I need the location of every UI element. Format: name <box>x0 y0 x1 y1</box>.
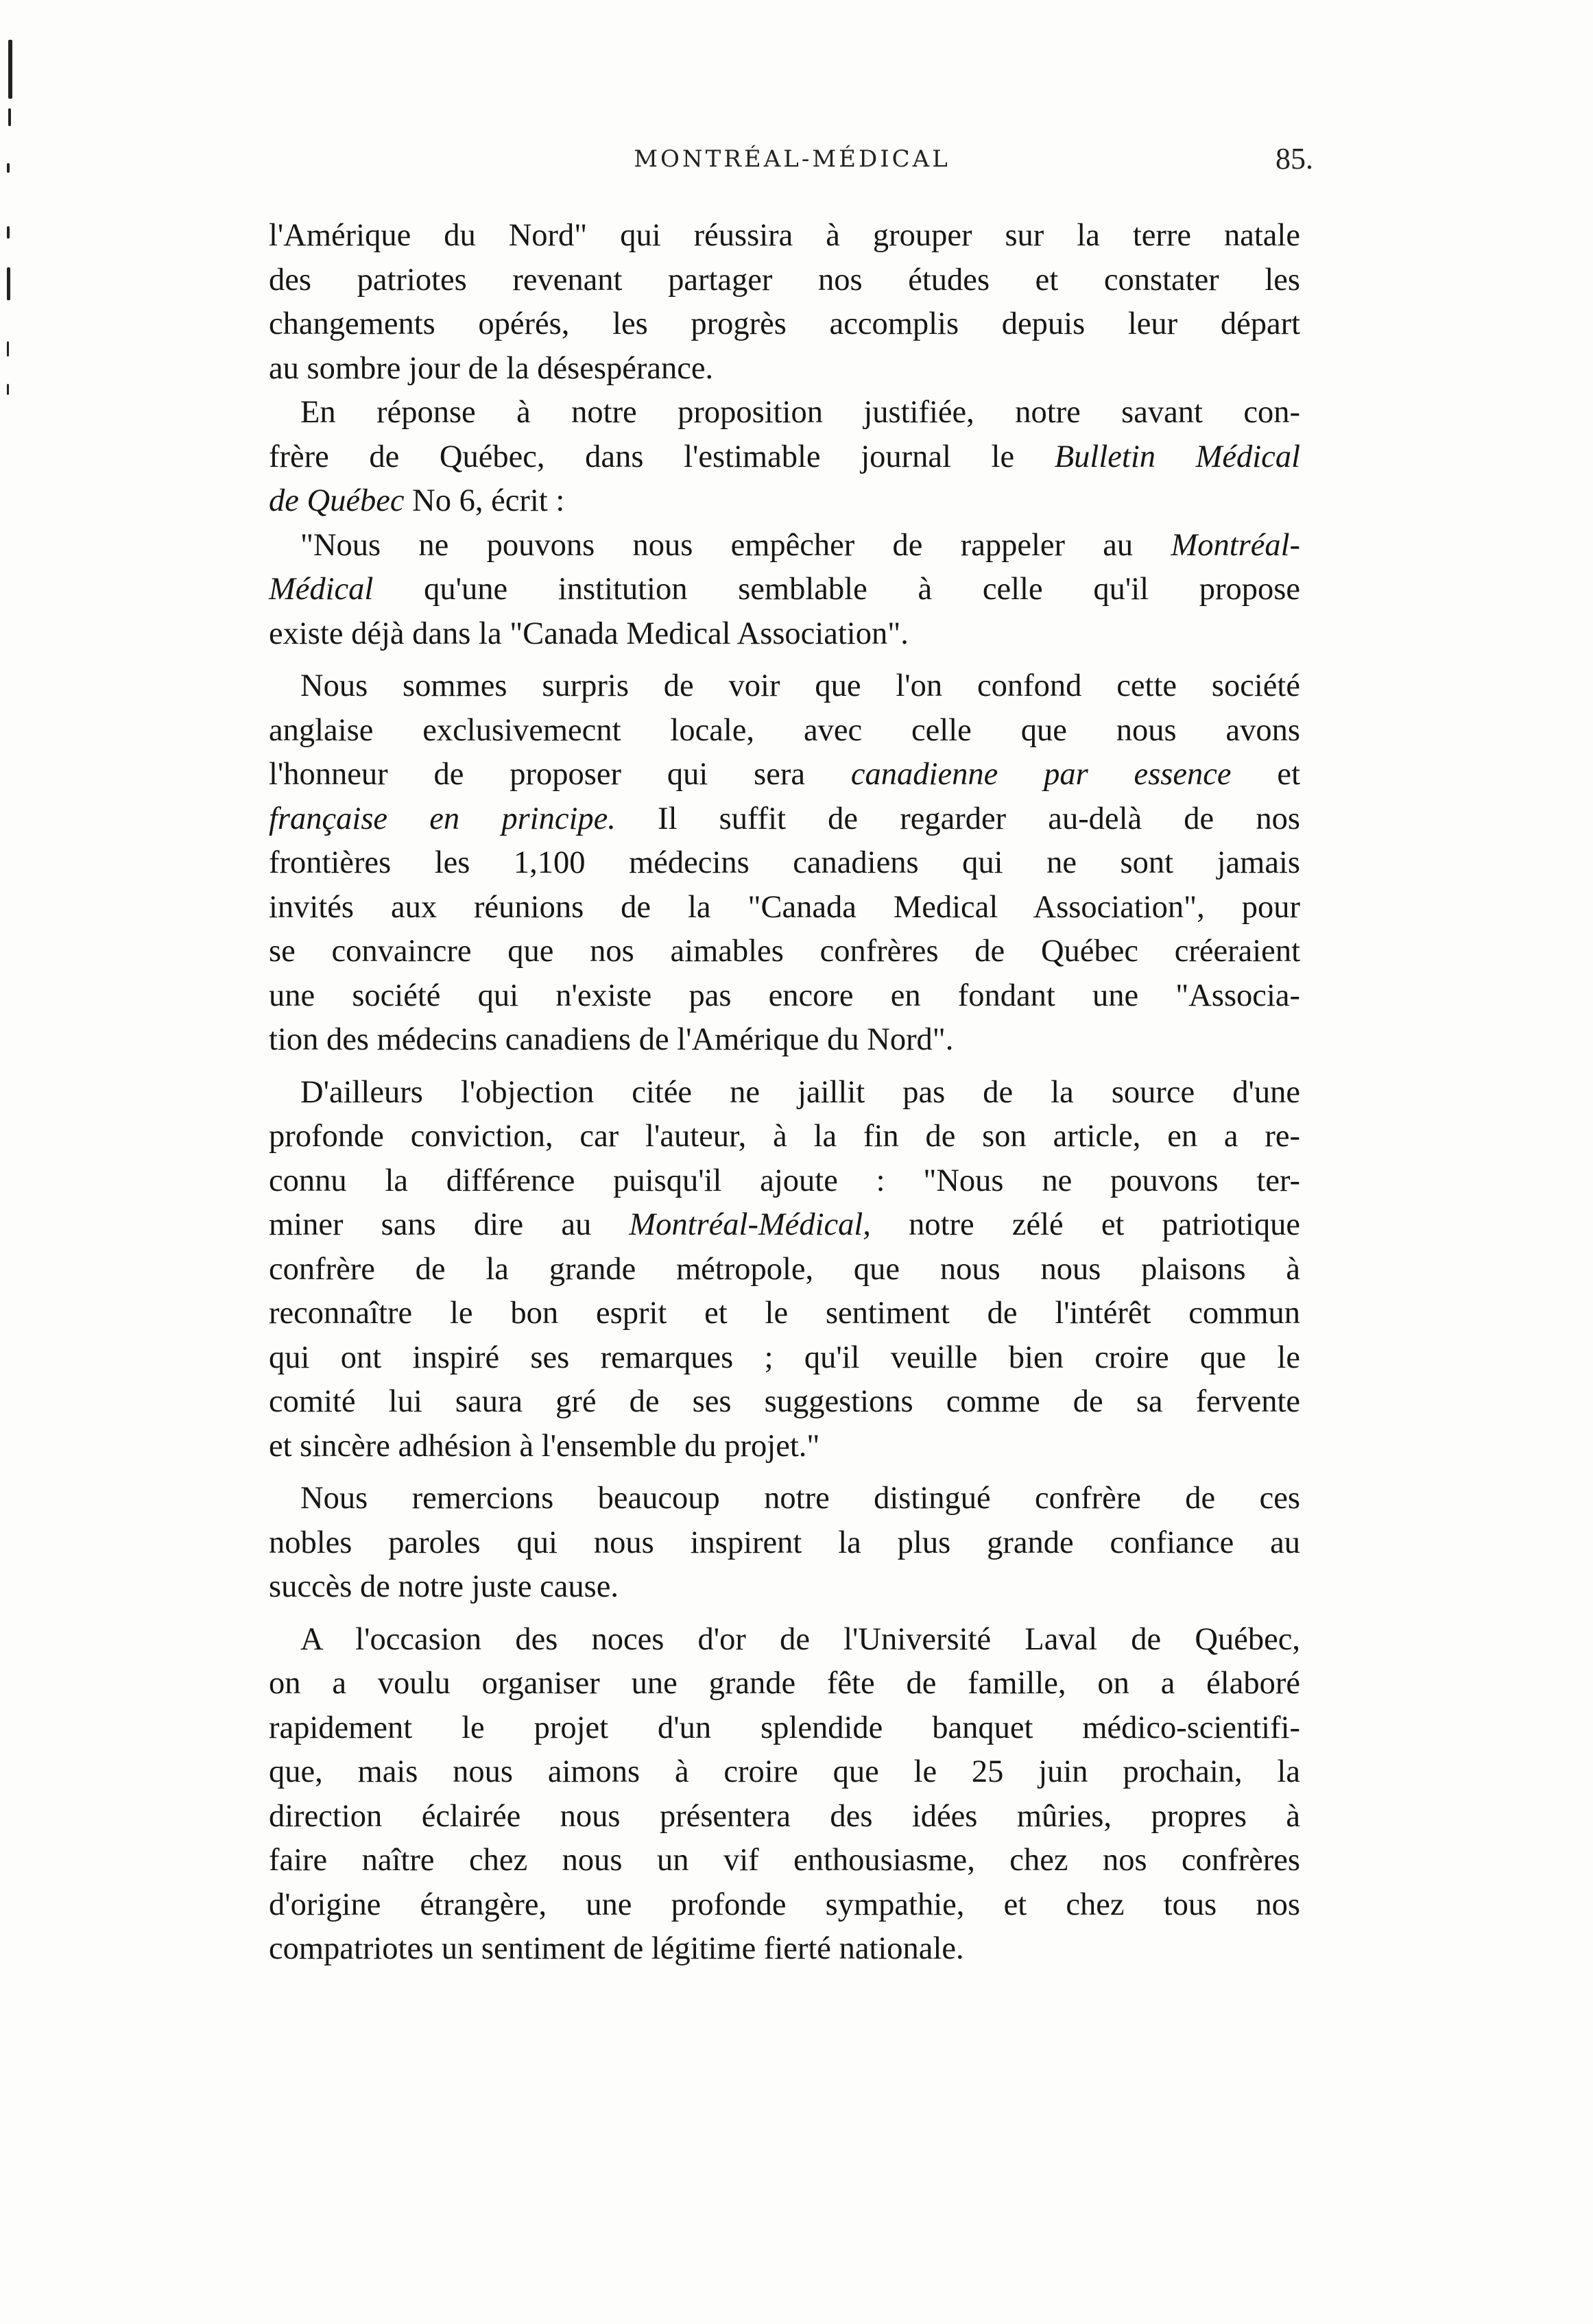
text-line: A l'occasion des noces d'or de l'Université Laval de Québec, <box>300 1621 1300 1657</box>
journal-title: Montréal- <box>1171 527 1300 563</box>
text-line <box>269 753 1300 797</box>
text-line: des patriotes revenant partager nos études et constater les <box>269 262 1300 298</box>
text-line: anglaise exclusivemecnt locale, avec celle que nous avons <box>269 712 1300 748</box>
text-line: invités aux réunions de la "Canada Medical Association", pour <box>269 889 1300 925</box>
paragraph <box>269 664 1300 1063</box>
text-line: Nous remercions beaucoup notre distingué confrère de ces <box>300 1481 1300 1516</box>
text-segment: "Nous ne pouvons nous empêcher de rappeler au <box>300 527 1171 563</box>
text-line <box>269 479 1300 524</box>
text-segment: No 6, écrit : <box>404 483 565 518</box>
binding-mark <box>7 226 10 239</box>
text-line: au sombre jour de la désespérance. <box>269 350 714 386</box>
text-segment: frère de Québec, dans l'estimable journal le <box>269 439 1055 474</box>
emphasis: française en principe. <box>269 801 616 836</box>
text-line: connu la différence puisqu'il ajoute : "Nous ne pouvons ter- <box>269 1163 1300 1198</box>
text-segment: miner sans dire au <box>269 1207 630 1242</box>
binding-mark <box>7 384 9 395</box>
paragraph <box>269 1618 1300 1972</box>
journal-title: de Québec <box>269 483 405 518</box>
text-line: se convaincre que nos aimables confrères de Québec créeraient <box>269 934 1300 969</box>
binding-mark <box>7 163 10 173</box>
paragraph <box>269 391 1300 524</box>
text-line: changements opérés, les progrès accomplis depuis leur départ <box>269 306 1300 341</box>
binding-mark <box>8 108 11 126</box>
emphasis: canadienne par essence <box>850 757 1232 792</box>
text-line: tion des médecins canadiens de l'Amérique du Nord". <box>269 1022 954 1057</box>
text-line: on a voulu organiser une grande fête de famille, on a élaboré <box>269 1666 1300 1701</box>
text-line: succès de notre juste cause. <box>269 1569 619 1604</box>
paragraph <box>269 1477 1300 1610</box>
text-line: reconnaître le bon esprit et le sentiment de l'intérêt commun <box>269 1296 1300 1331</box>
text-line: direction éclairée nous présentera des idées mûries, propres à <box>269 1798 1300 1834</box>
text-line: En réponse à notre proposition justifiée, notre savant con- <box>300 395 1300 430</box>
text-line: confrère de la grande métropole, que nous nous plaisons à <box>269 1251 1300 1287</box>
running-title: MONTRÉAL-MÉDICAL <box>634 145 950 173</box>
paragraph <box>269 1071 1300 1469</box>
journal-title: Bulletin Médical <box>1054 439 1300 474</box>
journal-title: Montréal-Médical, <box>629 1207 871 1242</box>
text-line: l'Amérique du Nord" qui réussira à grouper sur la terre natale <box>269 218 1300 253</box>
text-line: Nous sommes surpris de voir que l'on confond cette société <box>300 668 1300 703</box>
text-line: d'origine étrangère, une profonde sympathie, et chez tous nos <box>269 1887 1300 1922</box>
text-line: que, mais nous aimons à croire que le 25 juin prochain, la <box>269 1754 1300 1789</box>
text-line <box>269 568 1300 612</box>
paragraph <box>269 214 1300 391</box>
body-text <box>269 214 1300 1972</box>
text-line: profonde conviction, car l'auteur, à la fin de son article, en a re- <box>269 1119 1300 1154</box>
text-segment: Il suffit de regarder au-delà de nos <box>615 801 1300 836</box>
text-line <box>269 1203 1300 1248</box>
text-line <box>269 435 1300 480</box>
text-line: et sincère adhésion à l'ensemble du projet." <box>269 1428 820 1464</box>
text-line: D'ailleurs l'objection citée ne jaillit pas de la source d'une <box>300 1074 1300 1110</box>
journal-title: Médical <box>269 572 374 607</box>
text-line: existe déjà dans la "Canada Medical Association". <box>269 616 909 651</box>
text-line: faire naître chez nous un vif enthousiasme, chez nos confrères <box>269 1843 1300 1878</box>
text-segment: l'honneur de proposer qui sera <box>269 757 851 792</box>
text-line <box>269 797 1300 842</box>
text-segment: notre zélé et patriotique <box>870 1207 1300 1242</box>
text-line: une société qui n'existe pas encore en fondant une "Associa- <box>269 978 1300 1013</box>
text-line: compatriotes un sentiment de légitime fierté nationale. <box>269 1931 964 1966</box>
text-line: rapidement le projet d'un splendide banquet médico-scientifi- <box>269 1710 1300 1745</box>
paragraph <box>269 524 1300 657</box>
binding-mark <box>7 341 9 356</box>
binding-mark <box>7 267 10 300</box>
text-segment: qu'une institution semblable à celle qu'il propose <box>373 572 1300 607</box>
binding-mark <box>8 40 12 99</box>
text-segment: et <box>1231 757 1300 792</box>
running-head <box>271 141 1313 182</box>
page-number: 85. <box>1275 142 1313 175</box>
text-line: nobles paroles qui nous inspirent la plus grande confiance au <box>269 1525 1300 1560</box>
text-line <box>269 524 1300 568</box>
text-line: comité lui saura gré de ses suggestions comme de sa fervente <box>269 1384 1300 1419</box>
text-line: qui ont inspiré ses remarques ; qu'il veuille bien croire que le <box>269 1340 1300 1375</box>
text-line: frontières les 1,100 médecins canadiens qui ne sont jamais <box>269 845 1300 880</box>
